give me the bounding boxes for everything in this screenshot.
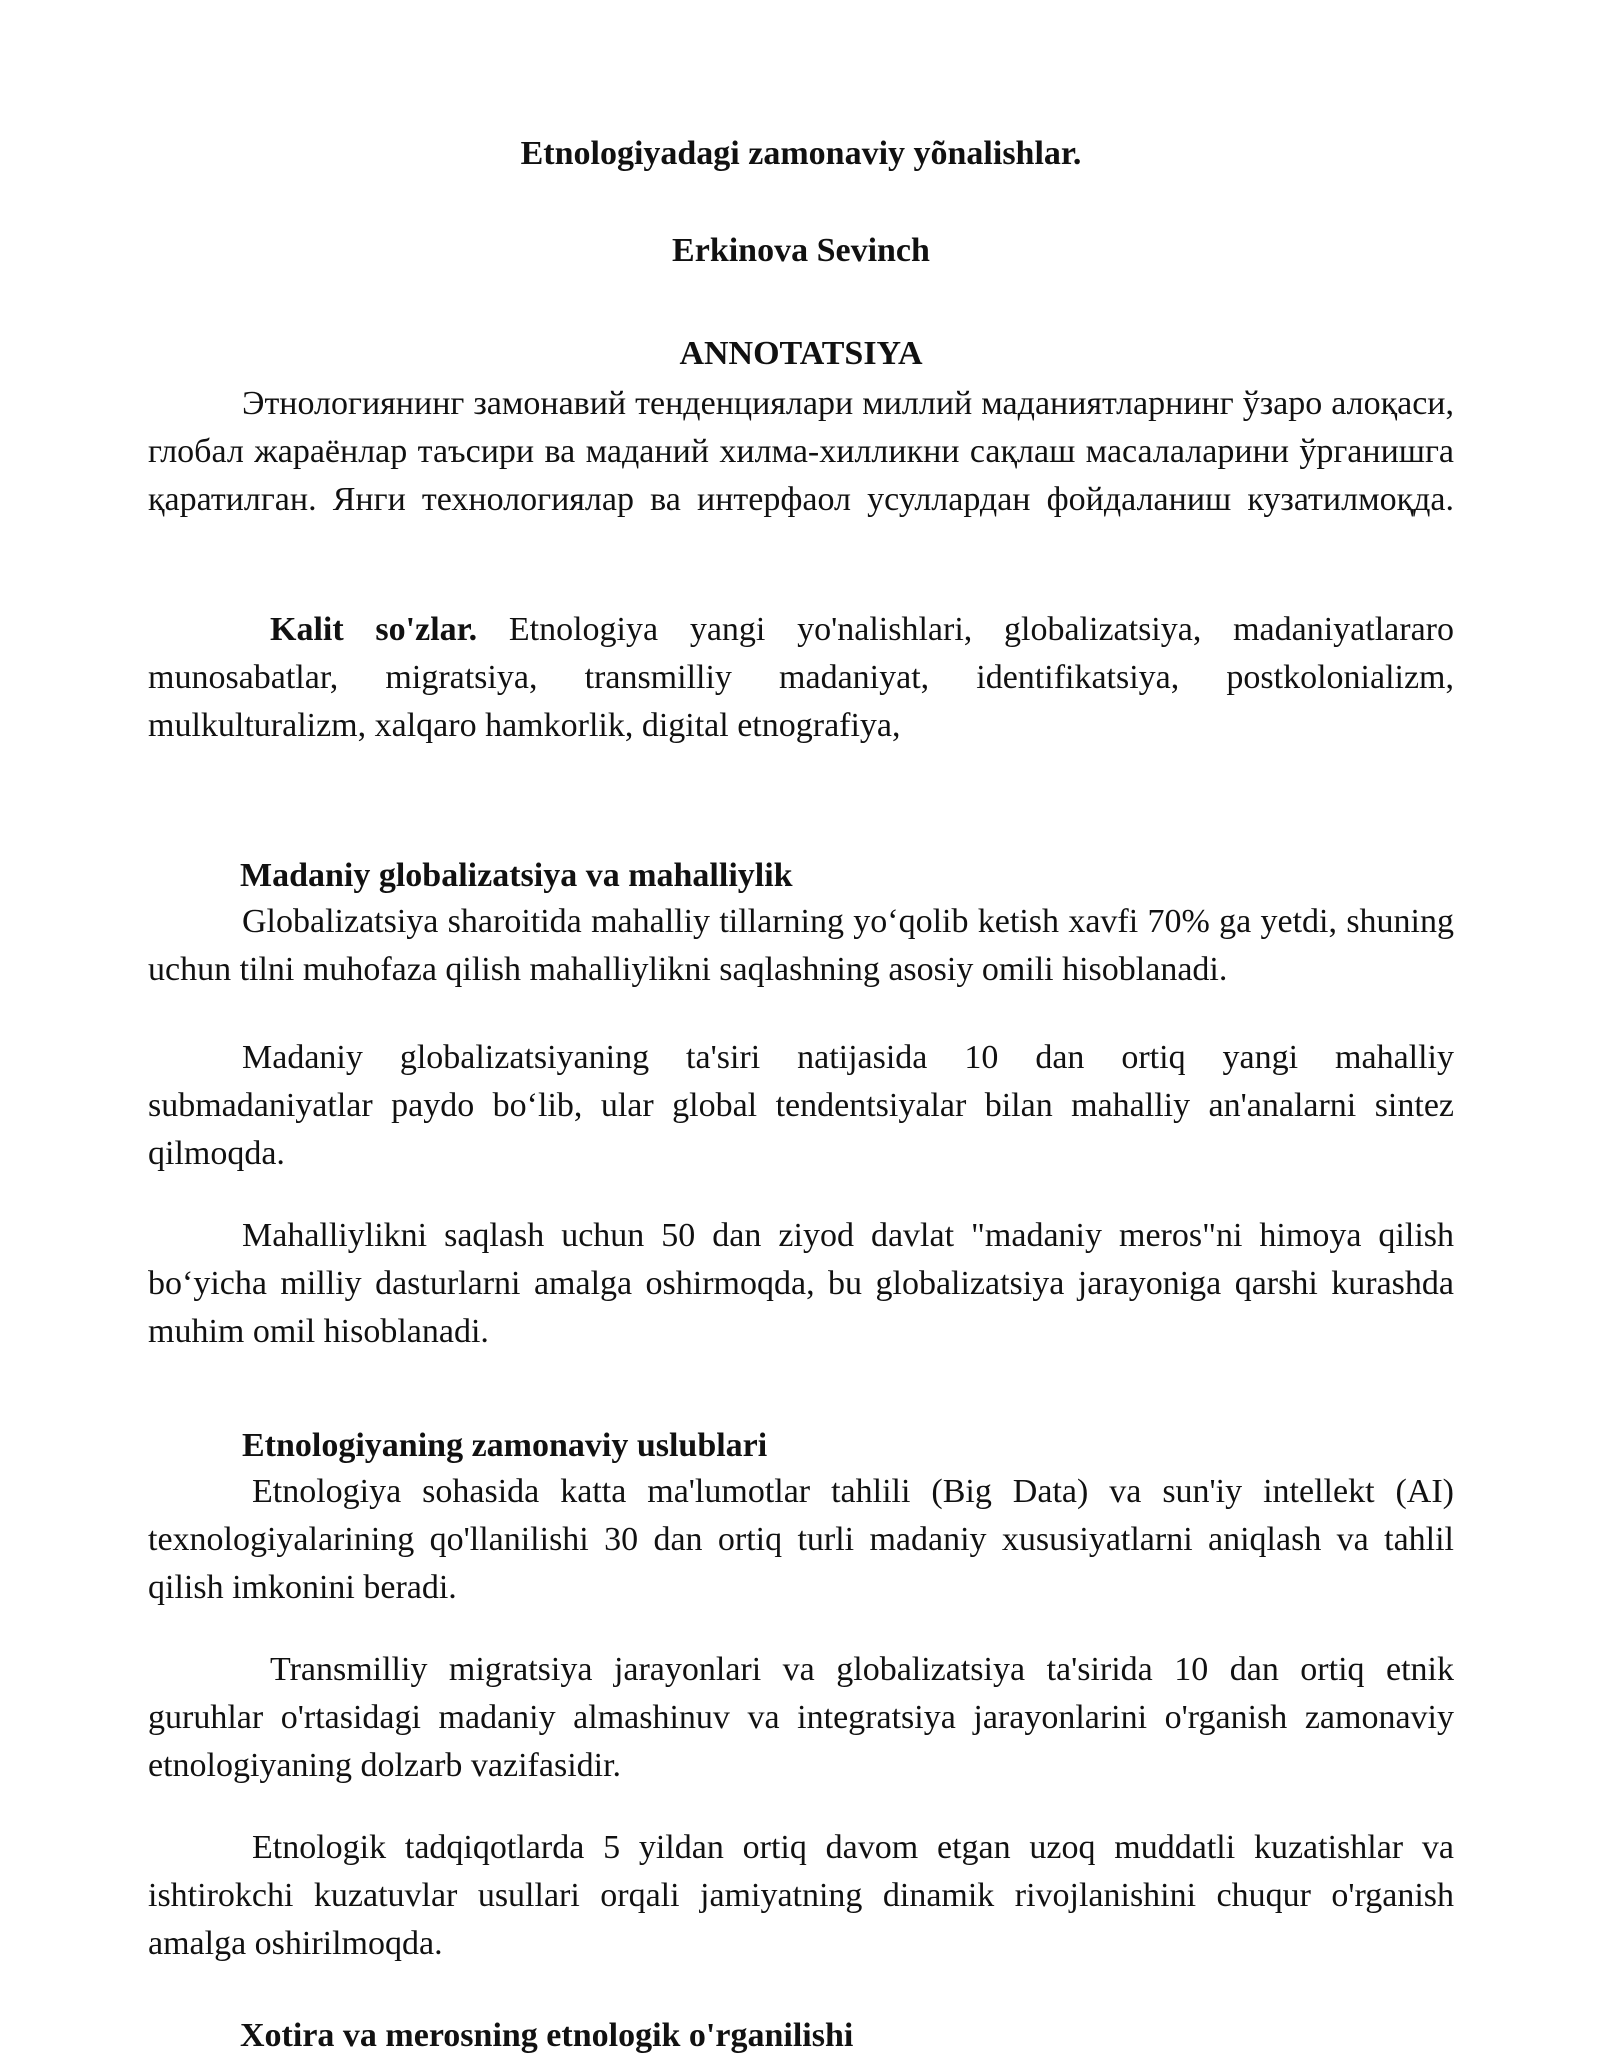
section-heading: Xotira va merosning etnologik o'rganilishi bbox=[240, 2017, 854, 2054]
section-heading: Etnologiyaning zamonaviy uslublari bbox=[242, 1427, 768, 1464]
annotation-paragraph: Этнологиянинг замонавий тенденциялари миллий маданиятларнинг ўзаро алоқаси, глобал жараёнлар таъсири ва маданий хилма-хилликни сақлаш масалаларини ўрганишга қаратилган. Янги технологиялар ва интерфаол усуллардан фойдаланиш кузатилмоқда. bbox=[148, 385, 1454, 518]
section-paragraph: Transmilliy migratsiya jarayonlari va globalizatsiya ta'sirida 10 dan ortiq etnik guruhlar o'rtasidagi madaniy almashinuv va integratsiya jarayonlarini o'rganish zamonaviy etnologiyaning dolzarb vazifasidir. bbox=[148, 1651, 1454, 1784]
keywords-text: Etnologiya yangi yo'nalishlari, globalizatsiya, madaniyatlararo munosabatlar, migratsiya, transmilliy madaniyat, identifikatsiya, postkolonializm, mulkulturalizm, xalqaro hamkorlik, digital etnografiya, bbox=[148, 611, 1454, 744]
keywords-paragraph bbox=[148, 606, 1454, 750]
annotation-heading: ANNOTATSIYA bbox=[679, 335, 923, 372]
section-paragraph: Etnologiya sohasida katta ma'lumotlar tahlili (Big Data) va sun'iy intellekt (AI) texnologiyalarining qo'llanilishi 30 dan ortiq turli madaniy xususiyatlarni aniqlash va tahlil qilish imkonini beradi. bbox=[148, 1473, 1454, 1606]
document-author: Erkinova Sevinch bbox=[672, 232, 930, 269]
section-paragraph: Mahalliylikni saqlash uchun 50 dan ziyod davlat "madaniy meros"ni himoya qilish bo‘yicha milliy dasturlarni amalga oshirmoqda, bu globalizatsiya jarayoniga qarshi kurashda muhim omil hisoblanadi. bbox=[148, 1217, 1454, 1350]
section-paragraph: Etnologik tadqiqotlarda 5 yildan ortiq davom etgan uzoq muddatli kuzatishlar va ishtirokchi kuzatuvlar usullari orqali jamiyatning dinamik rivojlanishini chuqur o'rganish amalga oshirilmoqda. bbox=[148, 1829, 1454, 1962]
document-title: Etnologiyadagi zamonaviy yõnalishlar. bbox=[520, 135, 1082, 172]
section-paragraph: Globalizatsiya sharoitida mahalliy tillarning yo‘qolib ketish xavfi 70% ga yetdi, shuning uchun tilni muhofaza qilish mahalliylikni saqlashning asosiy omili hisoblanadi. bbox=[148, 903, 1454, 988]
section-heading: Madaniy globalizatsiya va mahalliylik bbox=[240, 857, 793, 894]
keywords-label: Kalit so'zlar. bbox=[270, 611, 478, 648]
section-paragraph: Madaniy globalizatsiyaning ta'siri natijasida 10 dan ortiq yangi mahalliy submadaniyatlar paydo bo‘lib, ular global tendentsiyalar bilan mahalliy an'analarni sintez qilmoqda. bbox=[148, 1039, 1454, 1172]
